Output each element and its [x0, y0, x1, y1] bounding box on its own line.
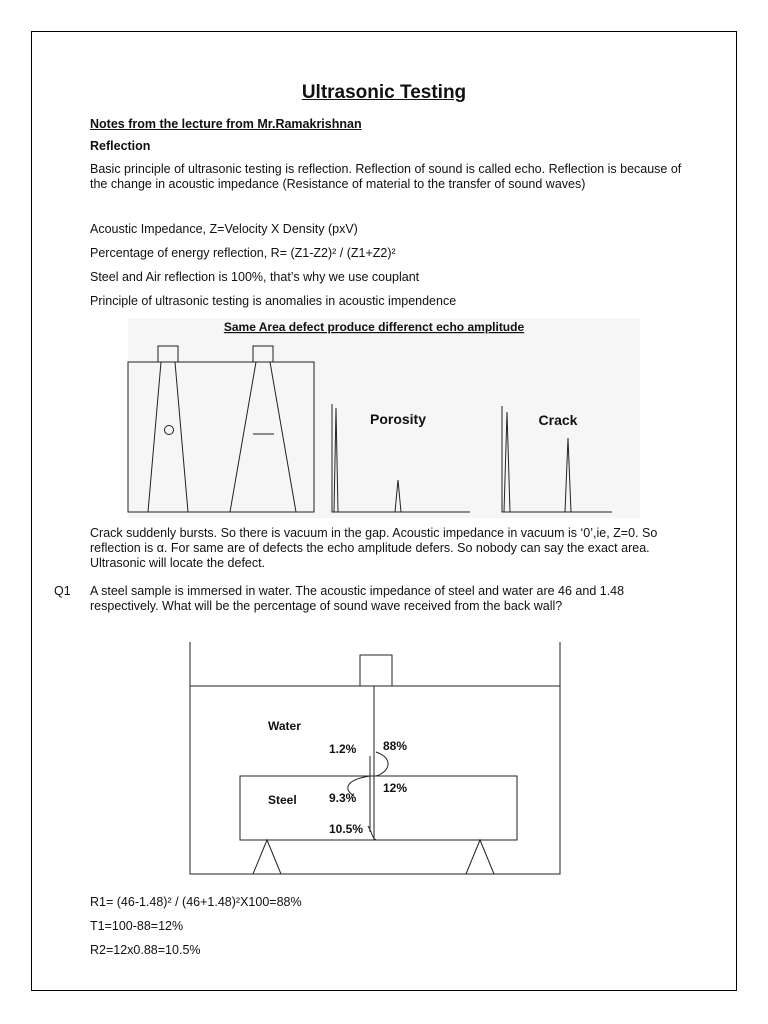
reflection-formula-line: Percentage of energy reflection, R= (Z1-Z2)² / (Z1+Z2)² [90, 246, 396, 260]
equation-t1: T1=100-88=12% [90, 919, 184, 933]
question-text: A steel sample is immersed in water. The acoustic impedance of steel and water are 46 and 1.48 respectively. What will be the percentage of sound wave received from the back wall? [90, 584, 625, 613]
crack-label: Crack [538, 412, 578, 428]
section-heading: Reflection [90, 139, 151, 153]
page-title: Ultrasonic Testing [301, 82, 467, 103]
percent-9-3: 9.3% [329, 791, 357, 805]
steel-block [240, 776, 517, 840]
percent-88: 88% [383, 739, 408, 753]
notes-heading: Notes from the lecture from Mr.Ramakrishnan [90, 117, 362, 131]
principle-line: Principle of ultrasonic testing is anomalies in acoustic impendence [90, 294, 457, 308]
percent-10-5: 10.5% [329, 822, 364, 836]
equation-r1: R1= (46-1.48)² / (46+1.48)²X100=88% [90, 895, 302, 909]
figure1-caption: Same Area defect produce differenct echo amplitude [223, 320, 525, 334]
percent-1-2: 1.2% [329, 742, 357, 756]
couplant-line: Steel and Air reflection is 100%, that’s why we use couplant [90, 270, 420, 284]
impedance-line: Acoustic Impedance, Z=Velocity X Density (pxV) [90, 222, 358, 236]
equation-r2: R2=12x0.88=10.5% [90, 943, 201, 957]
crack-paragraph: Crack suddenly bursts. So there is vacuum in the gap. Acoustic impedance in vacuum is ‘0’,ie, Z=0. So reflection is α. For same are of defects the echo amplitude defers. So nobody can say the exact area. Ultrasonic will locate the defect. [90, 526, 658, 570]
steel-label: Steel [268, 793, 297, 807]
percent-12: 12% [383, 781, 408, 795]
question-label: Q1 [54, 584, 71, 598]
intro-paragraph: Basic principle of ultrasonic testing is reflection. Reflection of sound is called echo. Reflection is because of the change in acoustic impedance (Resistance of material to the transfer of sound waves) [90, 162, 682, 191]
block-supports [253, 840, 494, 874]
water-label: Water [268, 719, 301, 733]
porosity-label: Porosity [369, 411, 427, 427]
